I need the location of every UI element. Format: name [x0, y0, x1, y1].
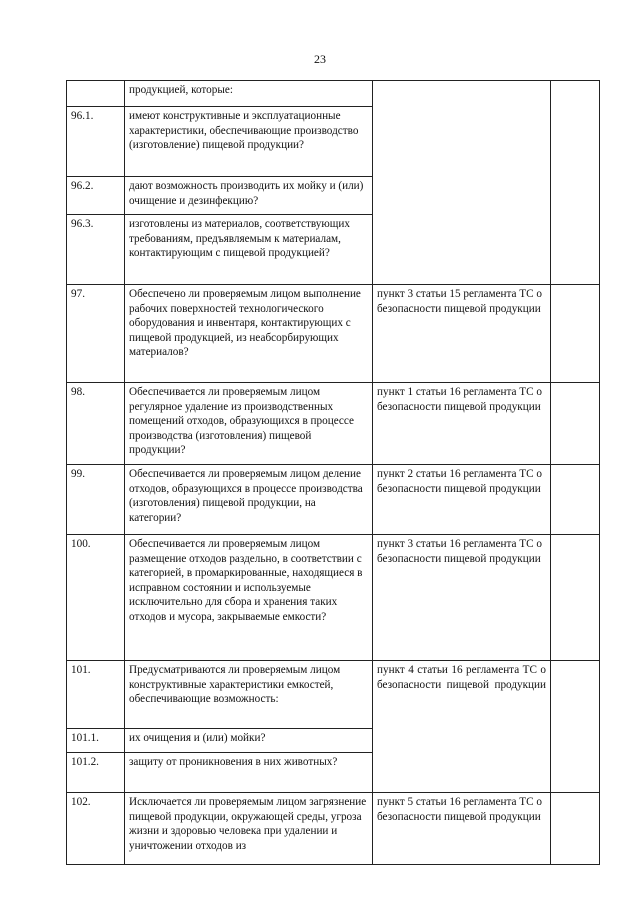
item-number: 101.	[67, 661, 125, 729]
item-number	[67, 81, 125, 107]
item-number: 99.	[67, 465, 125, 535]
question-text: Обеспечено ли проверяемым лицом выполнение рабочих поверхностей технологического оборудования и инвентаря, контактирующих с пищевой продукцией, из неабсорбирующих материалов?	[125, 285, 373, 383]
item-number: 97.	[67, 285, 125, 383]
table-row	[67, 535, 600, 661]
question-text: Обеспечивается ли проверяемым лицом размещение отходов раздельно, в соответствии с категорией, в промаркированные, находящиеся в исправном состоянии и используемые исключительно для сбора и хранения таких отходов и мусора, закрываемые емкости?	[125, 535, 373, 661]
table-row	[67, 81, 600, 107]
question-text: дают возможность производить их мойку и (или) очищение и дезинфекцию?	[125, 177, 373, 215]
item-number: 96.1.	[67, 107, 125, 177]
table-row	[67, 285, 600, 383]
answer-cell	[551, 793, 600, 865]
legal-reference: пункт 3 статьи 16 регламента ТС о безопасности пищевой продукции	[373, 535, 551, 661]
legal-reference: пункт 5 статьи 16 регламента ТС о безопасности пищевой продукции	[373, 793, 551, 865]
item-number: 96.2.	[67, 177, 125, 215]
item-number: 100.	[67, 535, 125, 661]
legal-reference	[373, 81, 551, 285]
answer-cell	[551, 729, 600, 753]
answer-cell	[551, 465, 600, 535]
question-text: их очищения и (или) мойки?	[125, 729, 373, 753]
table-row	[67, 465, 600, 535]
table-row	[67, 383, 600, 465]
item-number: 98.	[67, 383, 125, 465]
question-text: Обеспечивается ли проверяемым лицом регулярное удаление из производственных помещений отходов, образующихся в процессе производства (изготовления) пищевой продукции?	[125, 383, 373, 465]
question-text: продукцией, которые:	[125, 81, 373, 107]
answer-cell	[551, 383, 600, 465]
question-text: защиту от проникновения в них животных?	[125, 753, 373, 793]
answer-cell	[551, 81, 600, 107]
question-text: Предусматриваются ли проверяемым лицом конструктивные характеристики емкостей, обеспечивающие возможность:	[125, 661, 373, 729]
answer-cell	[551, 177, 600, 215]
table-row	[67, 793, 600, 865]
answer-cell	[551, 215, 600, 285]
answer-cell	[551, 535, 600, 661]
question-text: Исключается ли проверяемым лицом загрязнение пищевой продукции, окружающей среды, угроза жизни и здоровью человека при удалении и уничтожении отходов из	[125, 793, 373, 865]
item-number: 96.3.	[67, 215, 125, 285]
answer-cell	[551, 285, 600, 383]
legal-reference: пункт 2 статьи 16 регламента ТС о безопасности пищевой продукции	[373, 465, 551, 535]
legal-reference: пункт 3 статьи 15 регламента ТС о безопасности пищевой продукции	[373, 285, 551, 383]
legal-reference: пункт 1 статьи 16 регламента ТС о безопасности пищевой продукции	[373, 383, 551, 465]
legal-reference: пункт 4 статьи 16 регламента ТС о безопасности пищевой продукции	[373, 661, 551, 793]
answer-cell	[551, 661, 600, 729]
answer-cell	[551, 107, 600, 177]
item-number: 102.	[67, 793, 125, 865]
table-row	[67, 661, 600, 729]
question-text: имеют конструктивные и эксплуатационные характеристики, обеспечивающие производство (изготовление) пищевой продукции?	[125, 107, 373, 177]
answer-cell	[551, 753, 600, 793]
page-number: 23	[314, 52, 326, 66]
item-number: 101.2.	[67, 753, 125, 793]
item-number: 101.1.	[67, 729, 125, 753]
question-text: изготовлены из материалов, соответствующих требованиям, предъявляемым к материалам, контактирующим с пищевой продукцией?	[125, 215, 373, 285]
question-text: Обеспечивается ли проверяемым лицом деление отходов, образующихся в процессе производства (изготовления) пищевой продукции, на категории?	[125, 465, 373, 535]
checklist-table	[66, 80, 600, 865]
